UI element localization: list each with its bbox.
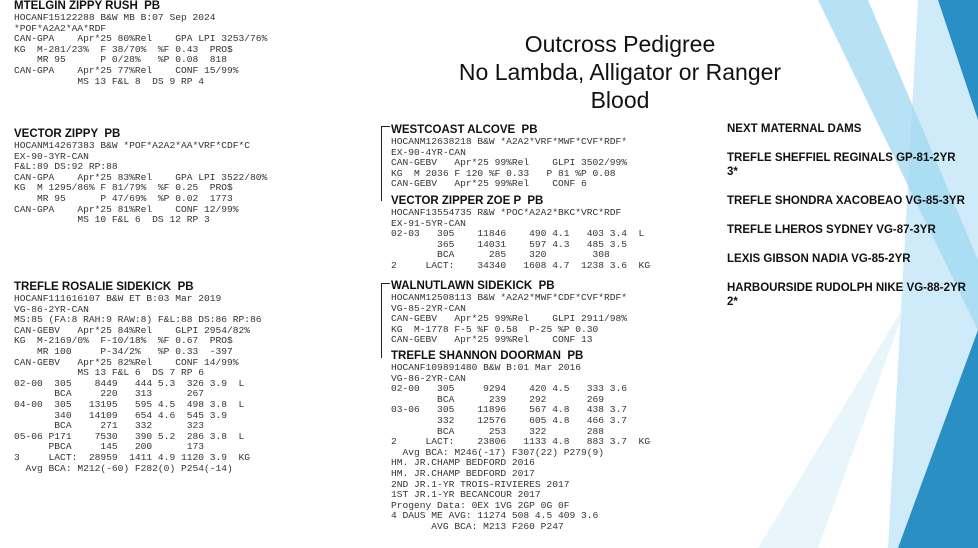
pedigree-line: CAN-GEBV Apr*25 99%Rel GLPI 3502/99% xyxy=(391,157,628,169)
sire-name: MTELGIN ZIPPY RUSH PB xyxy=(14,0,161,12)
vector-zippy-block xyxy=(14,128,267,226)
pedigree-line: BCA 220 313 267 xyxy=(14,388,204,400)
pedigree-line: 2 LACT: 23806 1133 4.8 883 3.7 KG xyxy=(391,436,651,448)
pedigree-line: 05-06 P171 7530 390 5.2 286 3.8 L xyxy=(14,430,245,442)
sire-block xyxy=(14,0,267,87)
pedigree-bracket xyxy=(381,126,390,201)
pedigree-line: MR 100 P-34/2% %P 0.33 -397 xyxy=(14,345,233,357)
maternal-dams-heading: NEXT MATERNAL DAMS xyxy=(727,123,862,135)
pedigree-line: MR 95 P 0/28% %P 0.08 818 xyxy=(14,54,228,66)
pedigree-line: CAN-GPA Apr*25 77%Rel CONF 15/99% xyxy=(14,64,239,76)
pedigree-line: 1ST JR.1-YR BECANCOUR 2017 xyxy=(391,489,541,501)
pedigree-line: MS 10 F&L 6 DS 12 RP 3 xyxy=(14,214,210,226)
pedigree-line: HOCANF109891480 B&W B:01 Mar 2016 xyxy=(391,362,581,373)
pedigree-line: 3 LACT: 28959 1411 4.9 1120 3.9 KG xyxy=(14,451,251,463)
pedigree-line: 332 12576 605 4.8 466 3.7 xyxy=(391,414,628,426)
pedigree-line: 2ND JR.1-YR TROIS-RIVIERES 2017 xyxy=(391,478,570,490)
pedigree-line: MR 95 P 47/69% %P 0.02 1773 xyxy=(14,192,233,204)
pedigree-line: BCA 239 292 269 xyxy=(391,393,605,405)
pedigree-line: AVG BCA: M213 F260 P247 xyxy=(391,520,564,532)
pedigree-line: 03-06 305 11896 567 4.8 438 3.7 xyxy=(391,404,628,416)
pedigree-line: HOCANM14267383 B&W *POF*A2A2*AA*VRF*CDF*C xyxy=(14,140,251,151)
walnutlawn-sidekick-name: WALNUTLAWN SIDEKICK PB xyxy=(391,280,555,292)
pedigree-line: HOCANF15122288 B&W MB B:07 Sep 2024 xyxy=(14,12,216,23)
pedigree-line: Avg BCA: M246(-17) F307(22) P279(9) xyxy=(391,446,605,458)
maternal-dam-item: HARBOURSIDE RUDOLPH NIKE VG-88-2YR 2* xyxy=(727,282,966,308)
pedigree-line: HOCANF111616107 B&W ET B:03 Mar 2019 xyxy=(14,293,222,304)
pedigree-line: MS:85 (FA:8 RAH:9 RAW:8) F&L:88 DS:86 RP:86 xyxy=(14,314,262,326)
maternal-dams-list xyxy=(727,122,967,324)
pedigree-line: 4 DAUS ME AVG: 11274 508 4.5 409 3.6 xyxy=(391,510,599,522)
pedigree-line: EX-90-3YR-CAN xyxy=(14,150,89,162)
pedigree-line: BCA 271 332 323 xyxy=(14,420,204,432)
pedigree-line: MS 13 F&L 8 DS 9 RP 4 xyxy=(14,75,204,87)
vector-zipper-zoe-block xyxy=(391,195,650,272)
pedigree-line: *POF*A2A2*AA*RDF xyxy=(14,22,107,34)
vector-zipper-zoe-name: VECTOR ZIPPER ZOE P PB xyxy=(391,195,544,207)
pedigree-line: 04-00 305 13195 595 4.5 498 3.8 L xyxy=(14,398,245,410)
pedigree-line: CAN-GEBV Apr*25 84%Rel GLPI 2954/82% xyxy=(14,324,251,336)
slide-title xyxy=(430,30,810,114)
pedigree-line: KG M 2036 F 120 %F 0.33 P 81 %P 0.08 xyxy=(391,167,616,179)
pedigree-line: MS 13 F&L 6 DS 7 RP 6 xyxy=(14,367,204,379)
westcoast-alcove-name: WESTCOAST ALCOVE PB xyxy=(391,124,538,136)
maternal-dam-item: TREFLE LHEROS SYDNEY VG-87-3YR xyxy=(727,224,936,236)
pedigree-line: PBCA 145 200 173 xyxy=(14,441,204,453)
pedigree-line: F&L:89 DS:92 RP:88 xyxy=(14,161,118,173)
trefle-shannon-block xyxy=(391,350,650,533)
pedigree-line: VG-86-2YR-CAN xyxy=(14,303,89,315)
pedigree-line: 340 14109 654 4.6 545 3.9 xyxy=(14,409,228,421)
pedigree-line: EX-90-4YR-CAN xyxy=(391,146,466,158)
pedigree-line: CAN-GEBV Apr*25 99%Rel CONF 6 xyxy=(391,178,587,190)
pedigree-line: VG-85-2YR-CAN xyxy=(391,302,466,314)
pedigree-line: 02-00 305 9294 420 4.5 333 3.6 xyxy=(391,383,628,395)
pedigree-line: CAN-GEBV Apr*25 82%Rel CONF 14/99% xyxy=(14,356,239,368)
pedigree-line: Avg BCA: M212(-60) F282(0) P254(-14) xyxy=(14,462,233,474)
pedigree-line: HOCANM12638218 B&W *A2A2*VRF*MWF*CVF*RDF* xyxy=(391,136,628,147)
pedigree-line: KG M 1295/86% F 81/79% %F 0.25 PRO$ xyxy=(14,182,233,194)
pedigree-line: KG M-2169/0% F-10/18% %F 0.67 PRO$ xyxy=(14,335,233,347)
vector-zippy-name: VECTOR ZIPPY PB xyxy=(14,128,121,140)
pedigree-line: KG M-1778 F-5 %F 0.58 P-25 %P 0.30 xyxy=(391,323,599,335)
pedigree-line: 365 14031 597 4.3 485 3.5 xyxy=(391,238,628,250)
pedigree-line: HOCANM12508113 B&W *A2A2*MWF*CDF*CVF*RDF* xyxy=(391,292,628,303)
pedigree-bracket xyxy=(381,283,390,358)
pedigree-line: CAN-GEBV Apr*25 99%Rel CONF 13 xyxy=(391,334,593,346)
pedigree-line: EX-91-5YR-CAN xyxy=(391,217,466,229)
pedigree-line: BCA 285 320 308 xyxy=(391,249,610,261)
pedigree-line: HM. JR.CHAMP BEDFORD 2017 xyxy=(391,467,535,479)
maternal-dam-item: TREFLE SHONDRA XACOBEAO VG-85-3YR xyxy=(727,195,965,207)
title-line-1: Outcross Pedigree xyxy=(524,31,716,57)
pedigree-line: 2 LACT: 34340 1608 4.7 1238 3.6 KG xyxy=(391,259,651,271)
pedigree-line: HOCANF13554735 R&W *POC*A2A2*BKC*VRC*RDF xyxy=(391,207,622,218)
title-line-2: No Lambda, Alligator or Ranger Blood xyxy=(458,59,782,113)
trefle-rosalie-name: TREFLE ROSALIE SIDEKICK PB xyxy=(14,281,194,293)
trefle-shannon-name: TREFLE SHANNON DOORMAN PB xyxy=(391,350,584,362)
pedigree-line: Progeny Data: 0EX 1VG 2GP 0G 0F xyxy=(391,499,570,511)
maternal-dam-item: TREFLE SHEFFIEL REGINALS GP-81-2YR 3* xyxy=(727,152,956,178)
pedigree-line: 02-03 305 11846 490 4.1 403 3.4 L xyxy=(391,228,645,240)
westcoast-alcove-block xyxy=(391,124,627,190)
walnutlawn-sidekick-block xyxy=(391,280,627,346)
pedigree-line: KG M-281/23% F 38/70% %F 0.43 PRO$ xyxy=(14,43,233,55)
pedigree-line: CAN-GPA Apr*25 81%Rel CONF 12/99% xyxy=(14,203,239,215)
pedigree-line: 02-00 305 8449 444 5.3 326 3.9 L xyxy=(14,377,245,389)
pedigree-line: CAN-GPA Apr*25 80%Rel GPA LPI 3253/76% xyxy=(14,33,268,45)
pedigree-line: CAN-GEBV Apr*25 99%Rel GLPI 2911/98% xyxy=(391,313,628,325)
pedigree-line: BCA 253 322 288 xyxy=(391,425,605,437)
trefle-rosalie-block xyxy=(14,281,262,474)
pedigree-line: VG-86-2YR-CAN xyxy=(391,372,466,384)
maternal-dam-item: LEXIS GIBSON NADIA VG-85-2YR xyxy=(727,253,911,265)
pedigree-line: HM. JR.CHAMP BEDFORD 2016 xyxy=(391,457,535,469)
pedigree-line: CAN-GPA Apr*25 83%Rel GPA LPI 3522/80% xyxy=(14,171,268,183)
